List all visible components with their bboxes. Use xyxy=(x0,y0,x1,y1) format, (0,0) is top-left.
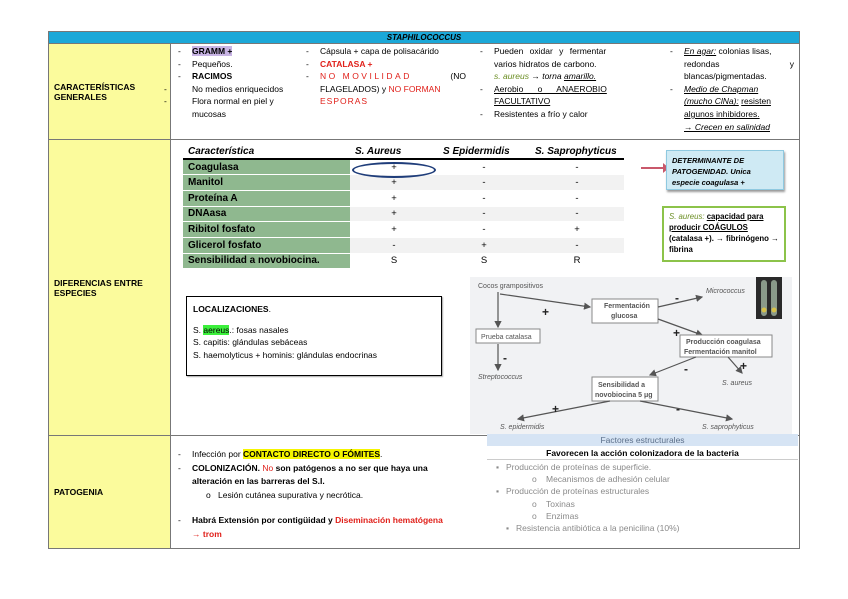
gen-pequenos: Pequeños. xyxy=(192,58,233,69)
node-sepi: S. epidermidis xyxy=(500,424,545,431)
gen-y: y xyxy=(789,58,794,69)
gen-agar: En agar: xyxy=(684,46,717,56)
localizaciones-box: LOCALIZACIONES. S. aereus.: fosas nasales S. capitis: glándulas sebáceas S. haemolyticus + hominis: glándulas endocrinas xyxy=(186,296,442,376)
factores-item-5: Enzimas xyxy=(546,510,579,521)
table-cell-value: - xyxy=(530,237,624,253)
document-title: STAPHILOCOCCUS xyxy=(49,32,799,44)
table-cell-value: - xyxy=(438,222,530,238)
table-cell-feature: Proteína A xyxy=(183,190,350,206)
label-minus-1: - xyxy=(675,291,679,305)
label-minus-4: - xyxy=(676,402,680,416)
gen-torna: → torna xyxy=(531,71,562,82)
table-cell-value: - xyxy=(438,159,530,175)
gen-no-paren: (NO xyxy=(450,71,466,82)
node-cocos: Cocos grampositivos xyxy=(478,283,543,290)
gen-crecen: → Crecen en salinidad xyxy=(684,121,770,132)
loc-haemolyticus: S. haemolyticus + hominis: glándulas endocrinas xyxy=(193,349,378,360)
factores-subheading: Favorecen la acción colonizadora de la bacteria xyxy=(487,447,798,460)
table-cell-value: + xyxy=(350,159,438,175)
gen-flora: Flora normal en piel y mucosas xyxy=(192,96,274,119)
label-plus-1: + xyxy=(542,305,550,319)
coagulos-species: S. aureus: xyxy=(669,212,705,221)
node-prod-2: Fermentación manitol xyxy=(684,349,757,356)
node-catalasa: Prueba catalasa xyxy=(481,334,532,341)
label-plus-2: + xyxy=(673,326,681,340)
table-cell-value: + xyxy=(530,222,624,238)
table-cell-feature: Manitol xyxy=(183,175,350,191)
table-cell-value: + xyxy=(350,206,438,222)
pat-lesion: Lesión cutánea supurativa y necrótica. xyxy=(218,489,364,500)
table-row xyxy=(183,237,624,253)
gen-resisten: resisten xyxy=(741,96,771,107)
th-saprophyticus: S. Saprophyticus xyxy=(530,144,624,159)
gen-mucho: (mucho ClNa): xyxy=(684,96,739,107)
gen-col3: - Pueden oxidar y fermentar varios hidratos de carbono. s. aureus → torna amarillo. - Aerobio o ANAEROBIO FACULTATIVO - Resistentes a frío y calor xyxy=(480,46,607,119)
table-row xyxy=(183,190,624,206)
factores-item-3: Producción de proteínas estructurales xyxy=(506,486,650,497)
pink-arrow-icon xyxy=(641,167,665,169)
edge-sens-epi xyxy=(518,401,610,419)
row-label-diferencias: DIFERENCIAS ENTRE ESPECIES xyxy=(49,140,171,435)
coagulos-rest: (catalasa +). → fibrinógeno → fibrina xyxy=(669,234,779,254)
patogenidad-note: DETERMINANTE DE PATOGENIDAD. Unica especie coagulasa + xyxy=(666,150,784,190)
gen-hidratos: varios hidratos de carbono. xyxy=(494,58,597,69)
node-strepto: Streptococcus xyxy=(478,374,523,381)
gen-col1: - GRAMM + - Pequeños. - RACIMOS - No medios enriquecidos - Flora normal en piel y mucosas xyxy=(164,46,284,119)
gen-aerobio: Aerobio o ANAEROBIO xyxy=(494,83,607,94)
gen-gramm: GRAMM + xyxy=(192,46,233,56)
test-tubes-photo xyxy=(756,277,782,319)
factores-item-6: Resistencia antibiótica a la penicilina (10%) xyxy=(516,523,680,534)
gen-facultativo: FACULTATIVO xyxy=(494,96,551,107)
patogenia-text: - Infección por CONTACTO DIRECTO O FÓMITES. - COLONIZACIÓN. No son patógenos a no ser que haya una alteración en las barreras del S.I. o Lesión cutánea supurativa y necrótica. - Habrá Extensión por contigüidad y Diseminación hematógena → trom xyxy=(178,449,443,539)
table-cell-feature: DNAasa xyxy=(183,206,350,222)
th-caracteristica: Característica xyxy=(183,144,350,159)
coagulasa-highlight-ring xyxy=(352,162,436,178)
pat-colonizacion: COLONIZACIÓN. xyxy=(192,462,260,473)
gen-col2: - Cápsula + capa de polisacárido - CATALASA + - NO MOVILIDAD (NO FLAGELADOS) y NO FORMAN ESPORAS xyxy=(306,46,466,107)
edge-ferm-micro xyxy=(658,297,702,307)
edge-sens-sap xyxy=(640,401,732,419)
gen-algunos: algunos inhibidores. xyxy=(684,108,760,119)
pat-no: No xyxy=(262,462,274,473)
coagulos-capacidad: capacidad para producir COÁGULOS xyxy=(669,212,764,232)
table-cell-value: - xyxy=(530,206,624,222)
pat-patogenos: son patógenos a no ser que haya una xyxy=(275,462,428,473)
species-table-header xyxy=(183,144,624,159)
row-label-caracteristicas: CARACTERÍSTICAS GENERALES xyxy=(49,44,171,139)
loc-fosas: .: fosas nasales xyxy=(229,324,289,335)
factores-item-4: Toxinas xyxy=(546,498,575,509)
gen-no-movilidad: NO MOVILIDAD xyxy=(320,71,412,82)
label-minus-3: - xyxy=(684,362,688,376)
pat-infeccion: Infección por xyxy=(192,449,241,459)
label-minus-2: - xyxy=(503,351,507,365)
table-cell-feature: Coagulasa xyxy=(183,159,350,175)
loc-s: S. xyxy=(193,324,202,335)
gen-col4: - En agar: colonias lisas, redondas y blancas/pigmentadas. - Medio de Chapman (mucho ClNa): resisten algunos inhibidores. → Crecen en salinidad xyxy=(670,46,794,132)
node-sens-2: novobiocina 5 μg xyxy=(595,392,653,399)
gen-no-forman: NO FORMAN xyxy=(388,83,441,94)
row-label-patogenia: PATOGENIA xyxy=(49,436,171,548)
factores-item-2: Mecanismos de adhesión celular xyxy=(546,474,670,485)
node-saureus: S. aureus xyxy=(722,380,752,387)
factores-list: ▪ Producción de proteínas de superficie. o Mecanismos de adhesión celular ▪ Producción de proteínas estructurales o Toxinas o Enzimas ▪ Resistencia antibiótica a la penicilina (10%) xyxy=(496,462,680,534)
pat-extension: Habrá Extensión por contigüidad y xyxy=(192,515,333,525)
label-plus-4: + xyxy=(552,402,560,416)
pat-dot: . xyxy=(380,449,383,459)
table-row xyxy=(183,253,624,269)
table-cell-value: R xyxy=(530,253,624,269)
gen-medio: Medio de Chapman xyxy=(684,83,759,94)
gen-blancas: blancas/pigmentadas. xyxy=(684,71,767,82)
table-cell-feature: Ribitol fosfato xyxy=(183,222,350,238)
table-cell-value: + xyxy=(350,190,438,206)
gen-saureus: s. aureus xyxy=(494,71,529,82)
gen-amarillo: amarillo. xyxy=(563,71,597,82)
gen-no-medios: No medios enriquecidos xyxy=(192,83,284,94)
factores-heading: Factores estructurales xyxy=(487,434,798,446)
gen-resistentes: Resistentes a frío y calor xyxy=(494,108,588,119)
node-micrococcus: Micrococcus xyxy=(706,288,745,295)
table-cell-value: S xyxy=(350,253,438,269)
pat-trom: → trom xyxy=(192,528,222,539)
gen-racimos: RACIMOS xyxy=(192,71,233,82)
table-cell-feature: Glicerol fosfato xyxy=(183,237,350,253)
table-cell-value: - xyxy=(438,206,530,222)
identification-flowchart xyxy=(470,277,792,434)
table-cell-value: - xyxy=(530,190,624,206)
gen-capsula: Cápsula + capa de polisacárido xyxy=(320,46,439,56)
edge-prod-sens xyxy=(650,357,696,375)
node-ssap: S. saprophyticus xyxy=(702,424,754,431)
table-cell-feature: Sensibilidad a novobiocina. xyxy=(183,253,350,269)
gen-esporas: ESPORAS xyxy=(320,96,369,107)
table-cell-value: - xyxy=(530,159,624,175)
pat-contacto: CONTACTO DIRECTO O FÓMITES xyxy=(243,449,380,459)
table-cell-value: - xyxy=(438,190,530,206)
loc-capitis: S. capitis: glándulas sebáceas xyxy=(193,337,308,347)
table-row xyxy=(183,206,624,222)
table-cell-value: S xyxy=(438,253,530,269)
pat-diseminacion: Diseminación hematógena xyxy=(335,515,443,525)
table-cell-value: + xyxy=(350,222,438,238)
gen-oxidar: Pueden oxidar y fermentar xyxy=(494,46,607,56)
table-cell-value: - xyxy=(530,175,624,191)
gen-catalasa: CATALASA + xyxy=(320,58,373,69)
node-sens-1: Sensibilidad a xyxy=(598,382,646,389)
table-row xyxy=(183,222,624,238)
loc-title: LOCALIZACIONES xyxy=(193,304,269,314)
table-cell-value: - xyxy=(438,175,530,191)
gen-redondas: redondas xyxy=(684,58,720,69)
th-epidermidis: S Epidermidis xyxy=(438,144,530,159)
loc-aereus: aereus xyxy=(203,324,230,335)
gen-colonias: colonias lisas, xyxy=(718,46,772,56)
th-aureus: S. Aureus xyxy=(350,144,438,159)
factores-item-1: Producción de proteínas de superficie. xyxy=(506,462,652,472)
gen-flagelados: FLAGELADOS) y xyxy=(320,83,387,94)
pat-alteracion: alteración en las barreras del S.I. xyxy=(192,476,325,486)
table-cell-value: + xyxy=(350,175,438,191)
table-cell-value: + xyxy=(438,237,530,253)
node-prod-1: Producción coagulasa xyxy=(686,339,761,346)
coagulos-note xyxy=(662,206,786,262)
label-plus-3: + xyxy=(740,359,748,373)
table-cell-value: - xyxy=(350,237,438,253)
node-ferm-1: Fermentación xyxy=(604,303,650,310)
node-ferm-2: glucosa xyxy=(611,313,638,320)
